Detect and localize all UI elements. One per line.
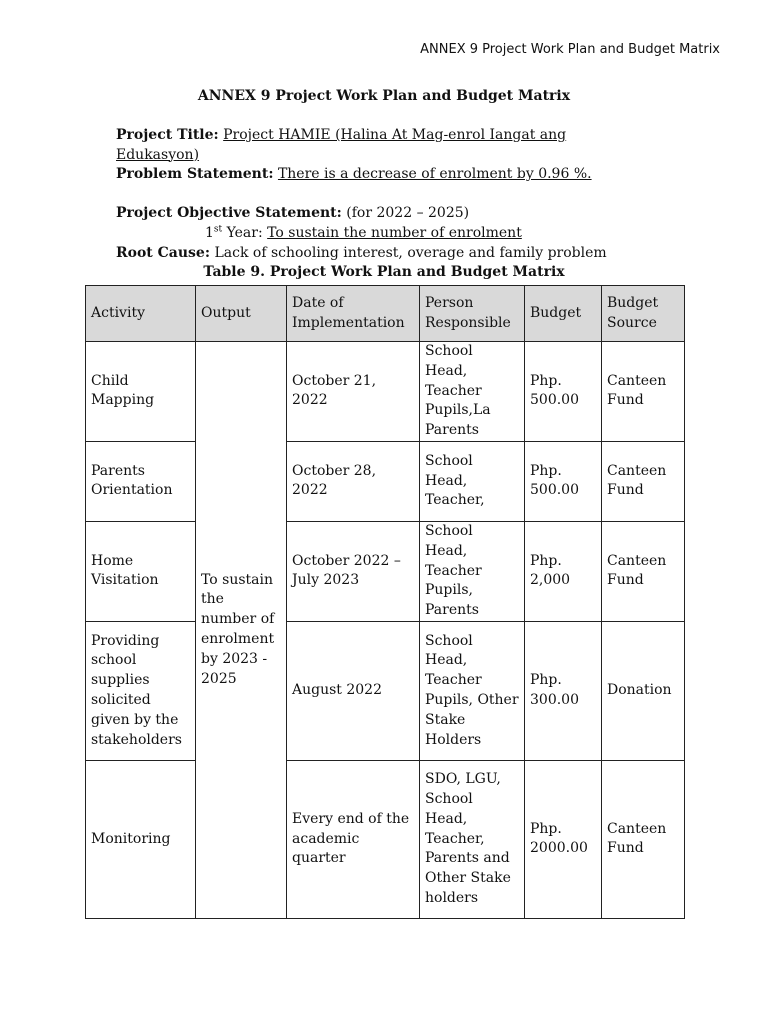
activity-cell: Child Mapping [86,342,196,442]
objective-statement-label: Project Objective Statement: [116,205,342,221]
person-cell: School Head, Teacher, [420,441,525,521]
source-cell: Canteen Fund [602,342,685,442]
person-cell: School Head, Teacher Pupils, Parents [420,521,525,621]
budget-cell: Php. 300.00 [525,621,602,760]
table-row [86,760,685,918]
date-cell: October 2022 – July 2023 [287,521,420,621]
output-cell: To sustain the number of enrolment by 2023 - 2025 [196,342,287,919]
table-header-row [86,286,685,342]
project-title-label: Project Title: [116,127,219,143]
source-cell: Canteen Fund [602,521,685,621]
year-number: 1 [205,225,214,241]
table-row [86,521,685,621]
date-cell: October 21, 2022 [287,342,420,442]
table-row [86,621,685,760]
budget-cell: Php. 2000.00 [525,760,602,918]
date-cell: October 28, 2022 [287,441,420,521]
activity-cell: Home Visitation [86,521,196,621]
problem-statement [116,165,596,185]
objective-statement [116,204,596,224]
problem-statement-label: Problem Statement: [116,166,274,182]
header-budget: Budget [525,286,602,342]
date-cell: Every end of the academic quarter [287,760,420,918]
person-cell: School Head, Teacher Pupils,La Parents [420,342,525,442]
objective-statement-value: (for 2022 – 2025) [346,205,470,221]
source-cell: Canteen Fund [602,760,685,918]
source-cell: Donation [602,621,685,760]
header-date: Date of Implementation [287,286,420,342]
year-suffix: st [213,224,223,235]
root-cause-value: Lack of schooling interest, overage and family problem [214,245,607,261]
work-plan-table [85,285,685,919]
budget-cell: Php. 500.00 [525,342,602,442]
page-header: ANNEX 9 Project Work Plan and Budget Matrix [420,42,720,57]
header-person: Person Responsible [420,286,525,342]
person-cell: School Head, Teacher Pupils, Other Stake Holders [420,621,525,760]
header-output: Output [196,286,287,342]
budget-cell: Php. 500.00 [525,441,602,521]
year-label: Year: [222,225,268,241]
activity-cell: Monitoring [86,760,196,918]
document-title: ANNEX 9 Project Work Plan and Budget Matrix [197,88,571,104]
source-cell: Canteen Fund [602,441,685,521]
project-title [116,126,596,165]
problem-statement-value: There is a decrease of enrolment by 0.96 %. [277,166,592,182]
budget-cell: Php. 2,000 [525,521,602,621]
header-source: Budget Source [602,286,685,342]
activity-cell: Parents Orientation [86,441,196,521]
activity-cell: Providing school supplies solicited given by the stakeholders [86,621,196,760]
table-caption: Table 9. Project Work Plan and Budget Matrix [203,264,565,280]
first-year-value: To sustain the number of enrolment [267,225,522,241]
project-title-value: Project HAMIE (Halina At Mag-enrol Iangat ang Edukasyon) [116,127,567,163]
root-cause [116,244,676,264]
person-cell: SDO, LGU, School Head, Teacher, Parents and Other Stake holders [420,760,525,918]
table-row [86,441,685,521]
table-row [86,342,685,442]
root-cause-label: Root Cause: [116,245,211,261]
first-year-objective [205,224,685,244]
date-cell: August 2022 [287,621,420,760]
header-activity: Activity [86,286,196,342]
